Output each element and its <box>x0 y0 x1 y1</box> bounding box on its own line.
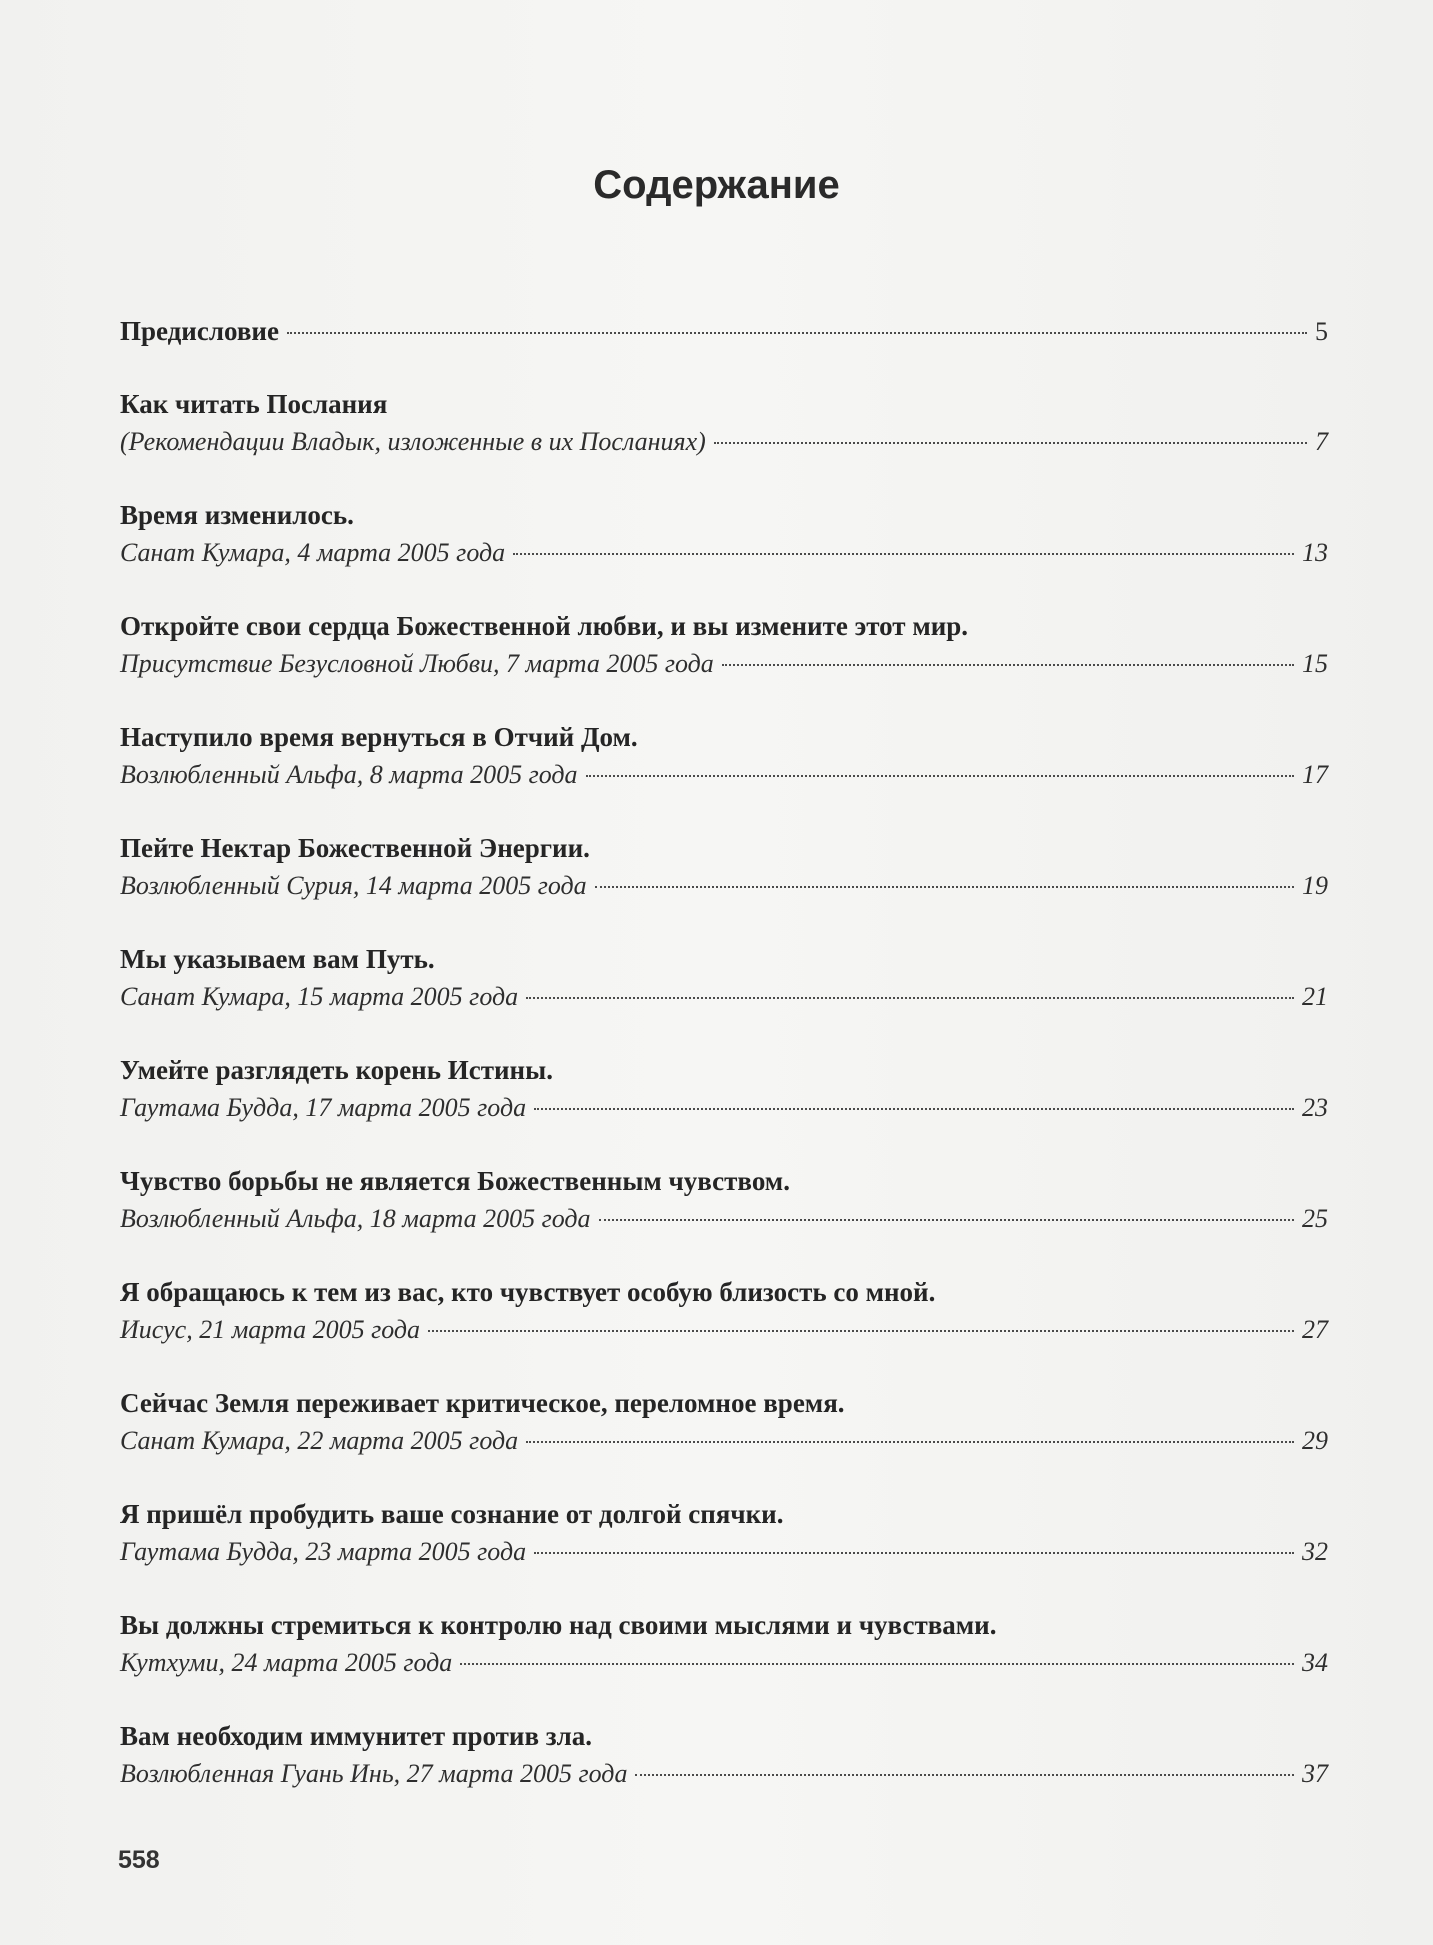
toc-entry-author: Гаутама Будда, 23 марта 2005 года <box>120 1537 527 1566</box>
toc-entry-author: Гаутама Будда, 17 марта 2005 года <box>120 1093 527 1122</box>
toc-entry <box>120 1384 1328 1460</box>
dot-leader <box>526 1441 1294 1443</box>
toc-entry-author: Возлюбленный Сурия, 14 марта 2005 года <box>120 871 587 900</box>
toc-entry <box>120 1051 1328 1127</box>
toc-entry <box>120 829 1328 905</box>
toc-page-number: 34 <box>1302 1648 1328 1677</box>
toc-entry-heading: Вам необходим иммунитет против зла. <box>120 1721 593 1751</box>
toc-entry-subtitle: (Рекомендации Владык, изложенные в их Посланиях) <box>120 427 706 456</box>
toc-entry-heading: Время изменилось. <box>120 500 354 530</box>
toc-entry <box>120 1162 1328 1238</box>
toc-entry-author: Санат Кумара, 22 марта 2005 года <box>120 1426 519 1455</box>
toc-entry <box>120 1606 1328 1682</box>
toc-page-number: 7 <box>1315 427 1328 456</box>
dot-leader <box>513 553 1294 555</box>
dot-leader <box>586 775 1294 777</box>
toc-entry-heading: Предисловие <box>120 316 279 346</box>
toc-entry-heading: Сейчас Земля переживает критическое, переломное время. <box>120 1388 845 1418</box>
toc-entry-author: Кутхуми, 24 марта 2005 года <box>120 1648 453 1677</box>
toc-page-number: 19 <box>1302 871 1328 900</box>
toc-page-number: 27 <box>1302 1315 1328 1344</box>
toc-entry <box>120 1495 1328 1571</box>
dot-leader <box>460 1663 1294 1665</box>
toc-entry-heading: Чувство борьбы не является Божественным чувством. <box>120 1166 790 1196</box>
toc-entry-heading: Наступило время вернуться в Отчий Дом. <box>120 722 638 752</box>
toc-entry <box>120 1273 1328 1349</box>
dot-leader <box>722 664 1294 666</box>
toc-entry-heading: Умейте разглядеть корень Истины. <box>120 1055 553 1085</box>
table-of-contents <box>120 312 1328 1793</box>
toc-entry-author: Иисус, 21 марта 2005 года <box>120 1315 421 1344</box>
dot-leader <box>534 1552 1294 1554</box>
toc-entry-heading: Откройте свои сердца Божественной любви, и вы измените этот мир. <box>120 611 969 641</box>
dot-leader <box>287 332 1307 334</box>
toc-page-number: 5 <box>1315 317 1328 346</box>
toc-entry <box>120 496 1328 572</box>
toc-page-number: 29 <box>1302 1426 1328 1455</box>
toc-page-number: 25 <box>1302 1204 1328 1233</box>
toc-entry-preface <box>120 312 1328 350</box>
toc-entry-heading: Я обращаюсь к тем из вас, кто чувствует особую близость со мной. <box>120 1277 936 1307</box>
dot-leader <box>534 1108 1294 1110</box>
dot-leader <box>595 886 1294 888</box>
toc-entry <box>120 940 1328 1016</box>
dot-leader <box>635 1774 1294 1776</box>
toc-entry <box>120 1717 1328 1793</box>
dot-leader <box>526 997 1294 999</box>
toc-entry <box>120 607 1328 683</box>
toc-page-number: 21 <box>1302 982 1328 1011</box>
toc-entry-author: Санат Кумара, 15 марта 2005 года <box>120 982 519 1011</box>
dot-leader <box>599 1219 1294 1221</box>
page-title: Содержание <box>593 163 840 207</box>
toc-entry-author: Возлюбленный Альфа, 8 марта 2005 года <box>120 760 578 789</box>
toc-entry-author: Возлюбленный Альфа, 18 марта 2005 года <box>120 1204 591 1233</box>
toc-entry-heading: Я пришёл пробудить ваше сознание от долгой спячки. <box>120 1499 784 1529</box>
toc-entry-heading: Пейте Нектар Божественной Энергии. <box>120 833 590 863</box>
toc-page-number: 37 <box>1302 1759 1328 1788</box>
toc-entry <box>120 718 1328 794</box>
dot-leader <box>428 1330 1294 1332</box>
toc-page-number: 13 <box>1302 538 1328 567</box>
toc-page-number: 15 <box>1302 649 1328 678</box>
toc-page-number: 23 <box>1302 1093 1328 1122</box>
toc-page-number: 32 <box>1302 1537 1328 1566</box>
toc-entry-heading: Вы должны стремиться к контролю над своими мыслями и чувствами. <box>120 1610 997 1640</box>
toc-entry-author: Санат Кумара, 4 марта 2005 года <box>120 538 506 567</box>
dot-leader <box>714 442 1307 444</box>
toc-entry-author: Возлюбленная Гуань Инь, 27 марта 2005 года <box>120 1759 628 1788</box>
toc-entry-heading: Мы указываем вам Путь. <box>120 944 435 974</box>
toc-entry-author: Присутствие Безусловной Любви, 7 марта 2005 года <box>120 649 714 678</box>
page-number: 558 <box>118 1846 160 1874</box>
toc-entry-how-to-read <box>120 385 1328 461</box>
toc-entry-heading: Как читать Послания <box>120 389 388 419</box>
toc-page-number: 17 <box>1302 760 1328 789</box>
